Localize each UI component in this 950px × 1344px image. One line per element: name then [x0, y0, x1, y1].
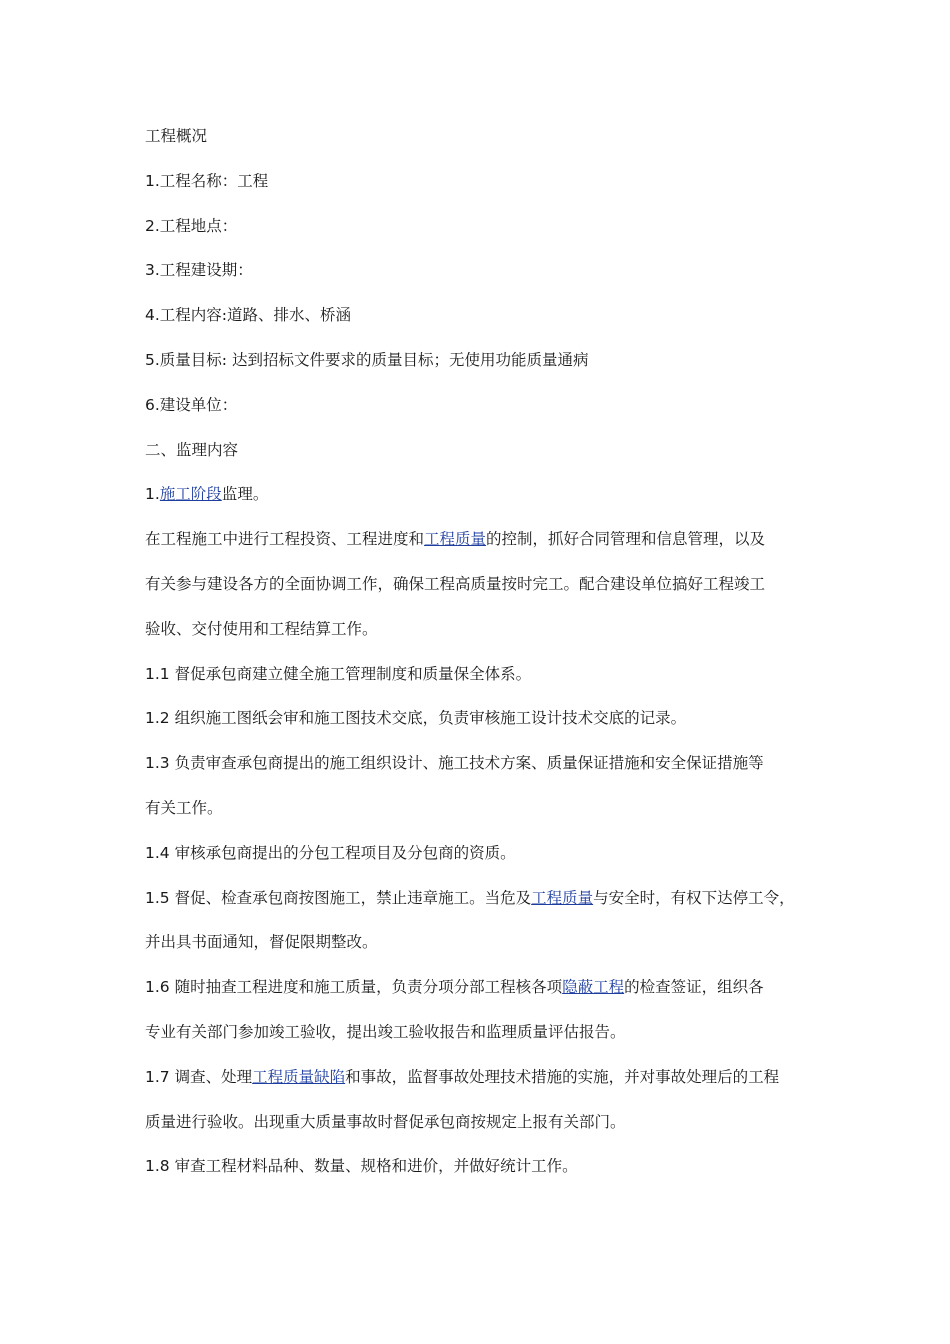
item-number: 4.	[145, 306, 160, 325]
section-item-1-7	[145, 1055, 825, 1100]
item-number: 1.7	[145, 1067, 170, 1086]
engineering-quality-link[interactable]: 工程质量	[424, 530, 487, 549]
item-text: 工程名称：工程	[159, 171, 269, 190]
item-number: 1.1	[145, 664, 170, 683]
item-number: 5.	[145, 350, 160, 369]
section-item-1-7-continued: 质量进行验收。出现重大质量事故时督促承包商按规定上报有关部门。	[145, 1112, 626, 1131]
overview-item-location	[145, 204, 825, 249]
item-text: 和事故，监督事故处理技术措施的实施，并对事故处理后的工程	[345, 1067, 780, 1086]
overview-heading: 工程概况	[145, 127, 208, 145]
item-number: 1.8	[145, 1157, 170, 1176]
item-text: 质量目标: 达到招标文件要求的质量目标；无使用功能质量通病	[159, 350, 589, 369]
overview-item-period	[145, 248, 825, 293]
intro-text: 的控制，抓好合同管理和信息管理，以及	[486, 530, 766, 549]
section-item-1-5	[145, 876, 825, 921]
item-text: 审查工程材料品种、数量、规格和进价，并做好统计工作。	[174, 1157, 578, 1176]
section-item-1-6-continued: 专业有关部门参加竣工验收，提出竣工验收报告和监理质量评估报告。	[145, 1022, 626, 1041]
item-text: 建设单位：	[159, 395, 238, 414]
item-number: 1.	[145, 171, 160, 190]
section-item-1-4	[145, 831, 825, 876]
overview-item-quality-target	[145, 338, 825, 383]
section-item-1-1	[145, 652, 825, 697]
section-item-1-3-continued: 有关工作。	[145, 798, 223, 817]
overview-item-content	[145, 293, 825, 338]
item-text: 随时抽查工程进度和施工质量，负责分项分部工程核各项	[174, 978, 563, 997]
section-item-1-8	[145, 1144, 825, 1189]
item-number: 1.3	[145, 754, 170, 773]
item-text: 督促承包商建立健全施工管理制度和质量保全体系。	[174, 664, 532, 683]
item-text: 审核承包商提出的分包工程项目及分包商的资质。	[174, 843, 516, 862]
item-number: 1.	[145, 485, 160, 504]
item-number: 6.	[145, 395, 160, 414]
item-text: 负责审查承包商提出的施工组织设计、施工技术方案、质量保证措施和安全保证措施等	[174, 754, 764, 773]
section-title: 二、监理内容	[145, 440, 239, 459]
section-item-1	[145, 472, 825, 517]
item-text: 与安全时，有权下达停工令，	[593, 888, 795, 907]
item-text: 督促、检查承包商按图施工，禁止违章施工。当危及	[174, 888, 532, 907]
item-text: 调查、处理	[174, 1067, 253, 1086]
item-number: 1.4	[145, 843, 170, 862]
overview-item-owner	[145, 383, 825, 428]
quality-defect-link[interactable]: 工程质量缺陷	[252, 1067, 346, 1086]
section-item-1-5-continued: 并出具书面通知，督促限期整改。	[145, 933, 378, 952]
item-text: 工程地点：	[159, 216, 238, 235]
item-text: 工程建设期：	[159, 261, 253, 280]
item-number: 3.	[145, 261, 160, 280]
section-item-1-6	[145, 965, 825, 1010]
concealed-works-link[interactable]: 隐蔽工程	[562, 978, 625, 997]
item-text: 工程内容:道路、排水、桥涵	[159, 306, 352, 325]
section-item-1-2	[145, 696, 825, 741]
item-number: 1.5	[145, 888, 170, 907]
construction-stage-link[interactable]: 施工阶段	[159, 485, 222, 504]
intro-paragraph-line-2: 有关参与建设各方的全面协调工作，确保工程高质量按时完工。配合建设单位搞好工程竣工	[145, 574, 766, 593]
engineering-quality-link[interactable]: 工程质量	[531, 888, 594, 907]
item-text: 组织施工图纸会审和施工图技术交底，负责审核施工设计技术交底的记录。	[174, 709, 687, 728]
intro-paragraph-line-3: 验收、交付使用和工程结算工作。	[145, 619, 378, 638]
section-item-1-3	[145, 741, 825, 786]
item-number: 2.	[145, 216, 160, 235]
intro-paragraph-line-1	[145, 517, 825, 562]
document-body	[145, 114, 825, 1189]
intro-text: 在工程施工中进行工程投资、工程进度和	[145, 530, 425, 549]
item-text: 的检查签证，组织各	[624, 978, 764, 997]
item-number: 1.2	[145, 709, 170, 728]
item-number: 1.6	[145, 978, 170, 997]
item-text: 监理。	[221, 485, 269, 504]
overview-item-name	[145, 159, 825, 204]
